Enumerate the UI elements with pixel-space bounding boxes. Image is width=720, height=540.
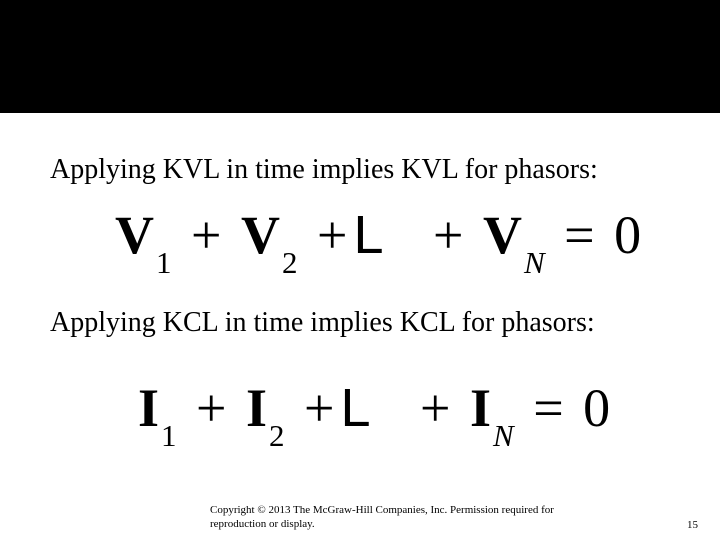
kcl-term-n-symbol: I: [469, 378, 491, 438]
kvl-term-1-subscript: 1: [156, 245, 172, 280]
kcl-equals: =: [533, 378, 564, 438]
kcl-plus-1: +: [196, 378, 227, 438]
copyright-footer: Copyright © 2013 The McGraw-Hill Companies, Inc. Permission required for reproduction or display.: [210, 504, 554, 530]
kvl-equation: [115, 205, 642, 280]
kvl-plus-2: +: [316, 205, 348, 265]
kcl-equation: [138, 378, 611, 453]
kcl-plus-2: +: [304, 378, 335, 438]
kcl-term-2-symbol: I: [245, 378, 267, 438]
kcl-statement: Applying KCL in time implies KCL for phasors:: [50, 307, 595, 338]
kvl-term-1-symbol: V: [115, 205, 154, 265]
kcl-term-1-symbol: I: [138, 378, 160, 438]
slide-title: Kirchhoff’s Laws for Phasors: [46, 42, 574, 84]
kcl-term-1-subscript: 1: [161, 418, 177, 453]
kvl-ellipsis: L: [353, 205, 384, 265]
kvl-statement: Applying KVL in time implies KVL for phasors:: [50, 154, 598, 185]
kvl-plus-3: +: [432, 205, 464, 265]
kvl-term-2-subscript: 2: [281, 245, 298, 280]
page-number: 15: [687, 519, 698, 531]
kvl-plus-1: +: [191, 205, 222, 265]
title-bar: [0, 0, 720, 113]
kvl-rhs: 0: [614, 205, 642, 265]
kcl-term-n-subscript: N: [493, 418, 514, 453]
kcl-term-2-subscript: 2: [269, 418, 285, 453]
kvl-term-n-subscript: N: [523, 245, 545, 280]
kvl-term-n-symbol: V: [482, 205, 522, 265]
kcl-rhs: 0: [583, 378, 611, 438]
kcl-plus-3: +: [420, 378, 451, 438]
kcl-ellipsis: L: [340, 378, 371, 438]
kvl-term-2-symbol: V: [240, 205, 280, 265]
kvl-equals: =: [564, 205, 595, 265]
